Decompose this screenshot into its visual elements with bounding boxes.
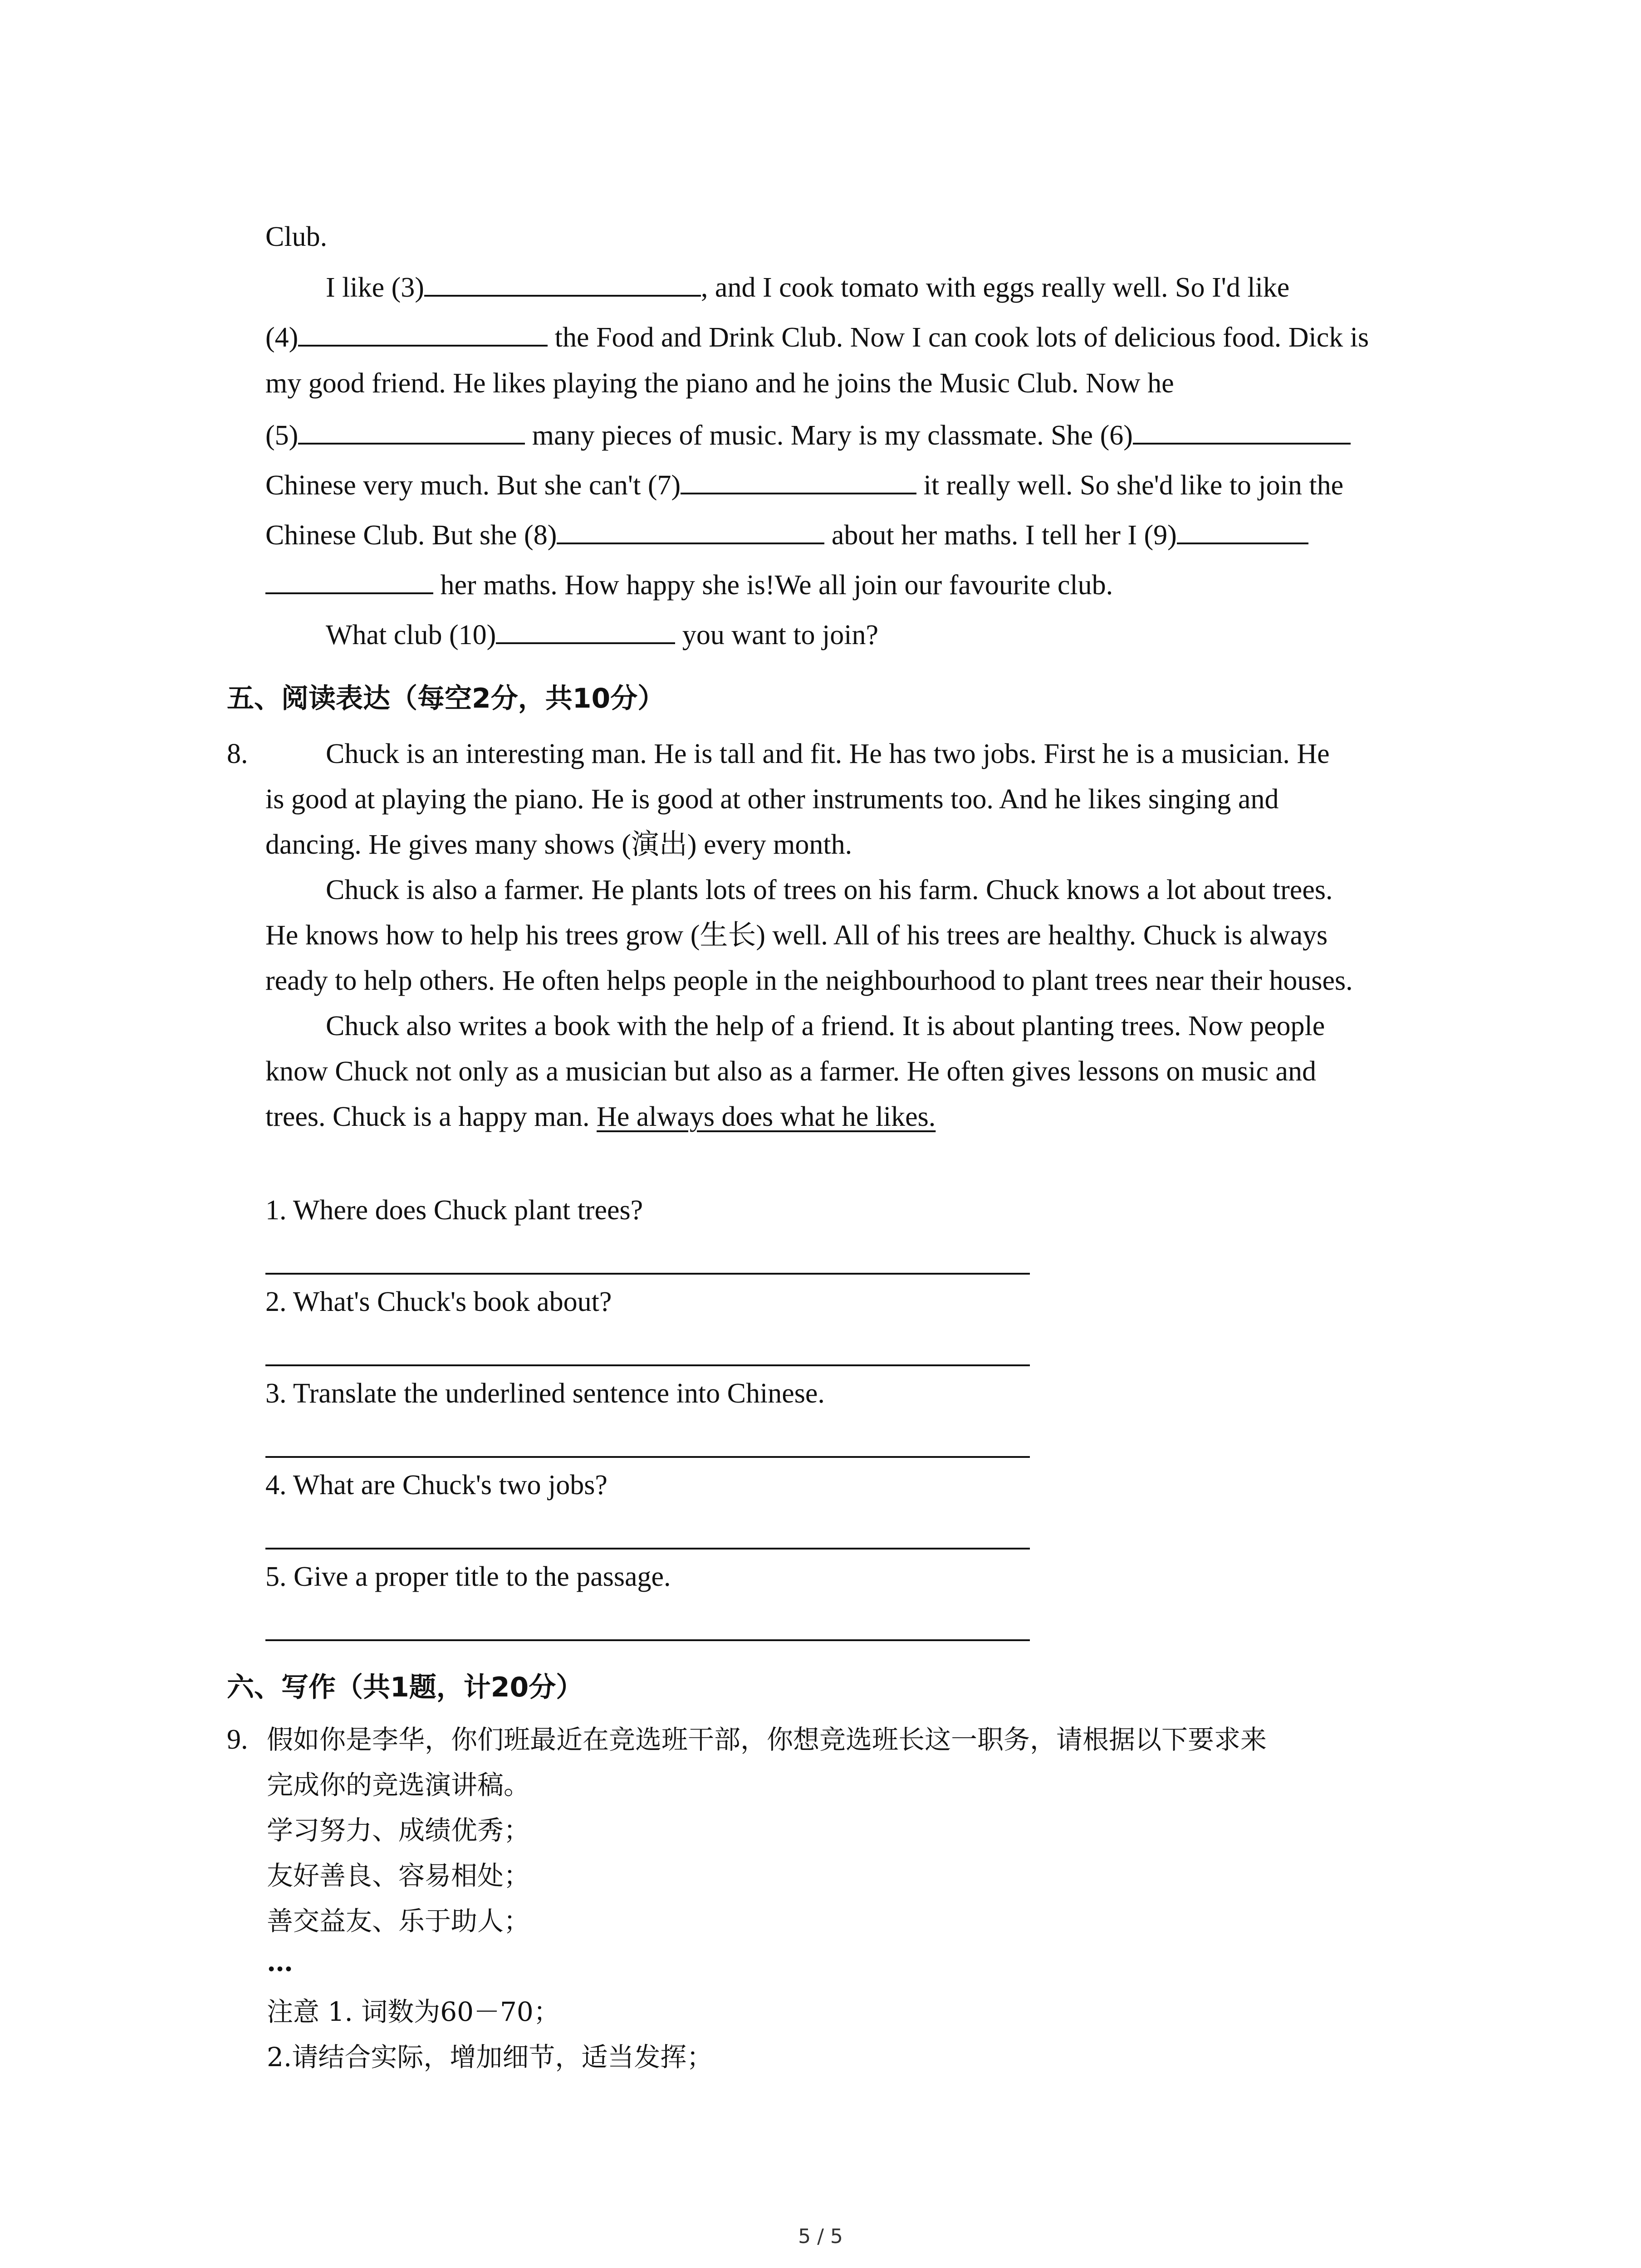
blank-7[interactable] — [681, 466, 916, 494]
cloze-line-4: (5) many pieces of music. Mary is my classmate. She (6) — [265, 416, 1351, 454]
passage-p1-line-1: is good at playing the piano. He is good at other instruments too. And he likes singing and — [265, 784, 1279, 815]
answer-line-2[interactable] — [265, 1364, 1030, 1366]
passage-p3-line-1: know Chuck not only as a musician but also as a farmer. He often gives lessons on music and — [265, 1056, 1316, 1087]
answer-line-4[interactable] — [265, 1548, 1030, 1549]
cloze-line-8: What club (10) you want to join? — [326, 616, 878, 653]
section-5-title: 五、阅读表达（每空2分，共10分） — [227, 683, 665, 714]
answer-line-3[interactable] — [265, 1456, 1030, 1458]
writing-prompt-line-0: 假如你是李华，你们班最近在竞选班干部，你想竞选班长这一职务，请根据以下要求来 — [267, 1724, 1267, 1755]
writing-prompt-ellipsis: … — [267, 1946, 293, 1977]
blank-9a[interactable] — [1177, 516, 1308, 544]
cloze-line-2: (4) the Food and Drink Club. Now I can cook lots of delicious food. Dick is — [265, 318, 1369, 356]
reading-question-2: 2. What's Chuck's book about? — [265, 1286, 612, 1317]
blank-8[interactable] — [557, 516, 824, 544]
reading-question-1: 1. Where does Chuck plant trees? — [265, 1195, 643, 1226]
cloze-line-6: Chinese Club. But she (8) about her maths. I tell her I (9) — [265, 516, 1308, 553]
blank-3[interactable] — [424, 269, 701, 297]
page-number: 5 / 5 — [798, 2225, 843, 2248]
underlined-sentence: He always does what he likes. — [597, 1101, 936, 1132]
cloze-line-3: my good friend. He likes playing the piano and he joins the Music Club. Now he — [265, 368, 1174, 399]
blank-10[interactable] — [496, 616, 675, 644]
writing-prompt-line-2: 学习努力、成绩优秀； — [267, 1815, 530, 1846]
writing-prompt-line-3: 友好善良、容易相处； — [267, 1860, 530, 1891]
answer-line-5[interactable] — [265, 1639, 1030, 1641]
passage-p2-line-1: He knows how to help his trees grow (生长) well. All of his trees are healthy. Chuck is always — [265, 920, 1328, 951]
cloze-line-0: Club. — [265, 221, 328, 252]
section-6-title: 六、写作（共1题，计20分） — [227, 1672, 583, 1703]
writing-note-2: 2.请结合实际，增加细节，适当发挥； — [267, 2042, 713, 2072]
cloze-line-5: Chinese very much. But she can't (7) it really well. So she'd like to join the — [265, 466, 1343, 503]
passage-p3-line-0: Chuck also writes a book with the help of a friend. It is about planting trees. Now people — [326, 1011, 1325, 1041]
passage-p1-line-2: dancing. He gives many shows (演出) every month. — [265, 829, 852, 860]
passage-p1-line-0: Chuck is an interesting man. He is tall and fit. He has two jobs. First he is a musician. He — [326, 738, 1330, 769]
writing-prompt-line-1: 完成你的竞选演讲稿。 — [267, 1769, 530, 1800]
question-9-number: 9. — [227, 1724, 248, 1755]
reading-question-4: 4. What are Chuck's two jobs? — [265, 1470, 607, 1501]
reading-question-5: 5. Give a proper title to the passage. — [265, 1561, 671, 1592]
passage-p3-line-2: trees. Chuck is a happy man. He always does what he likes. — [265, 1101, 936, 1132]
blank-5[interactable] — [298, 416, 525, 445]
writing-prompt-line-4: 善交益友、乐于助人； — [267, 1906, 530, 1936]
cloze-line-1: I like (3) , and I cook tomato with eggs really well. So I'd like — [326, 269, 1289, 306]
cloze-line-7: her maths. How happy she is!We all join our favourite club. — [265, 566, 1113, 603]
blank-4[interactable] — [298, 318, 548, 347]
question-8-number: 8. — [227, 738, 248, 769]
passage-p2-line-2: ready to help others. He often helps people in the neighbourhood to plant trees near their houses. — [265, 965, 1353, 996]
answer-line-1[interactable] — [265, 1273, 1030, 1275]
writing-note-1: 注意 1. 词数为60－70； — [267, 1996, 560, 2027]
reading-question-3: 3. Translate the underlined sentence into Chinese. — [265, 1378, 825, 1409]
blank-9b[interactable] — [265, 566, 433, 594]
blank-6[interactable] — [1133, 416, 1351, 445]
passage-p2-line-0: Chuck is also a farmer. He plants lots of trees on his farm. Chuck knows a lot about trees. — [326, 875, 1333, 905]
